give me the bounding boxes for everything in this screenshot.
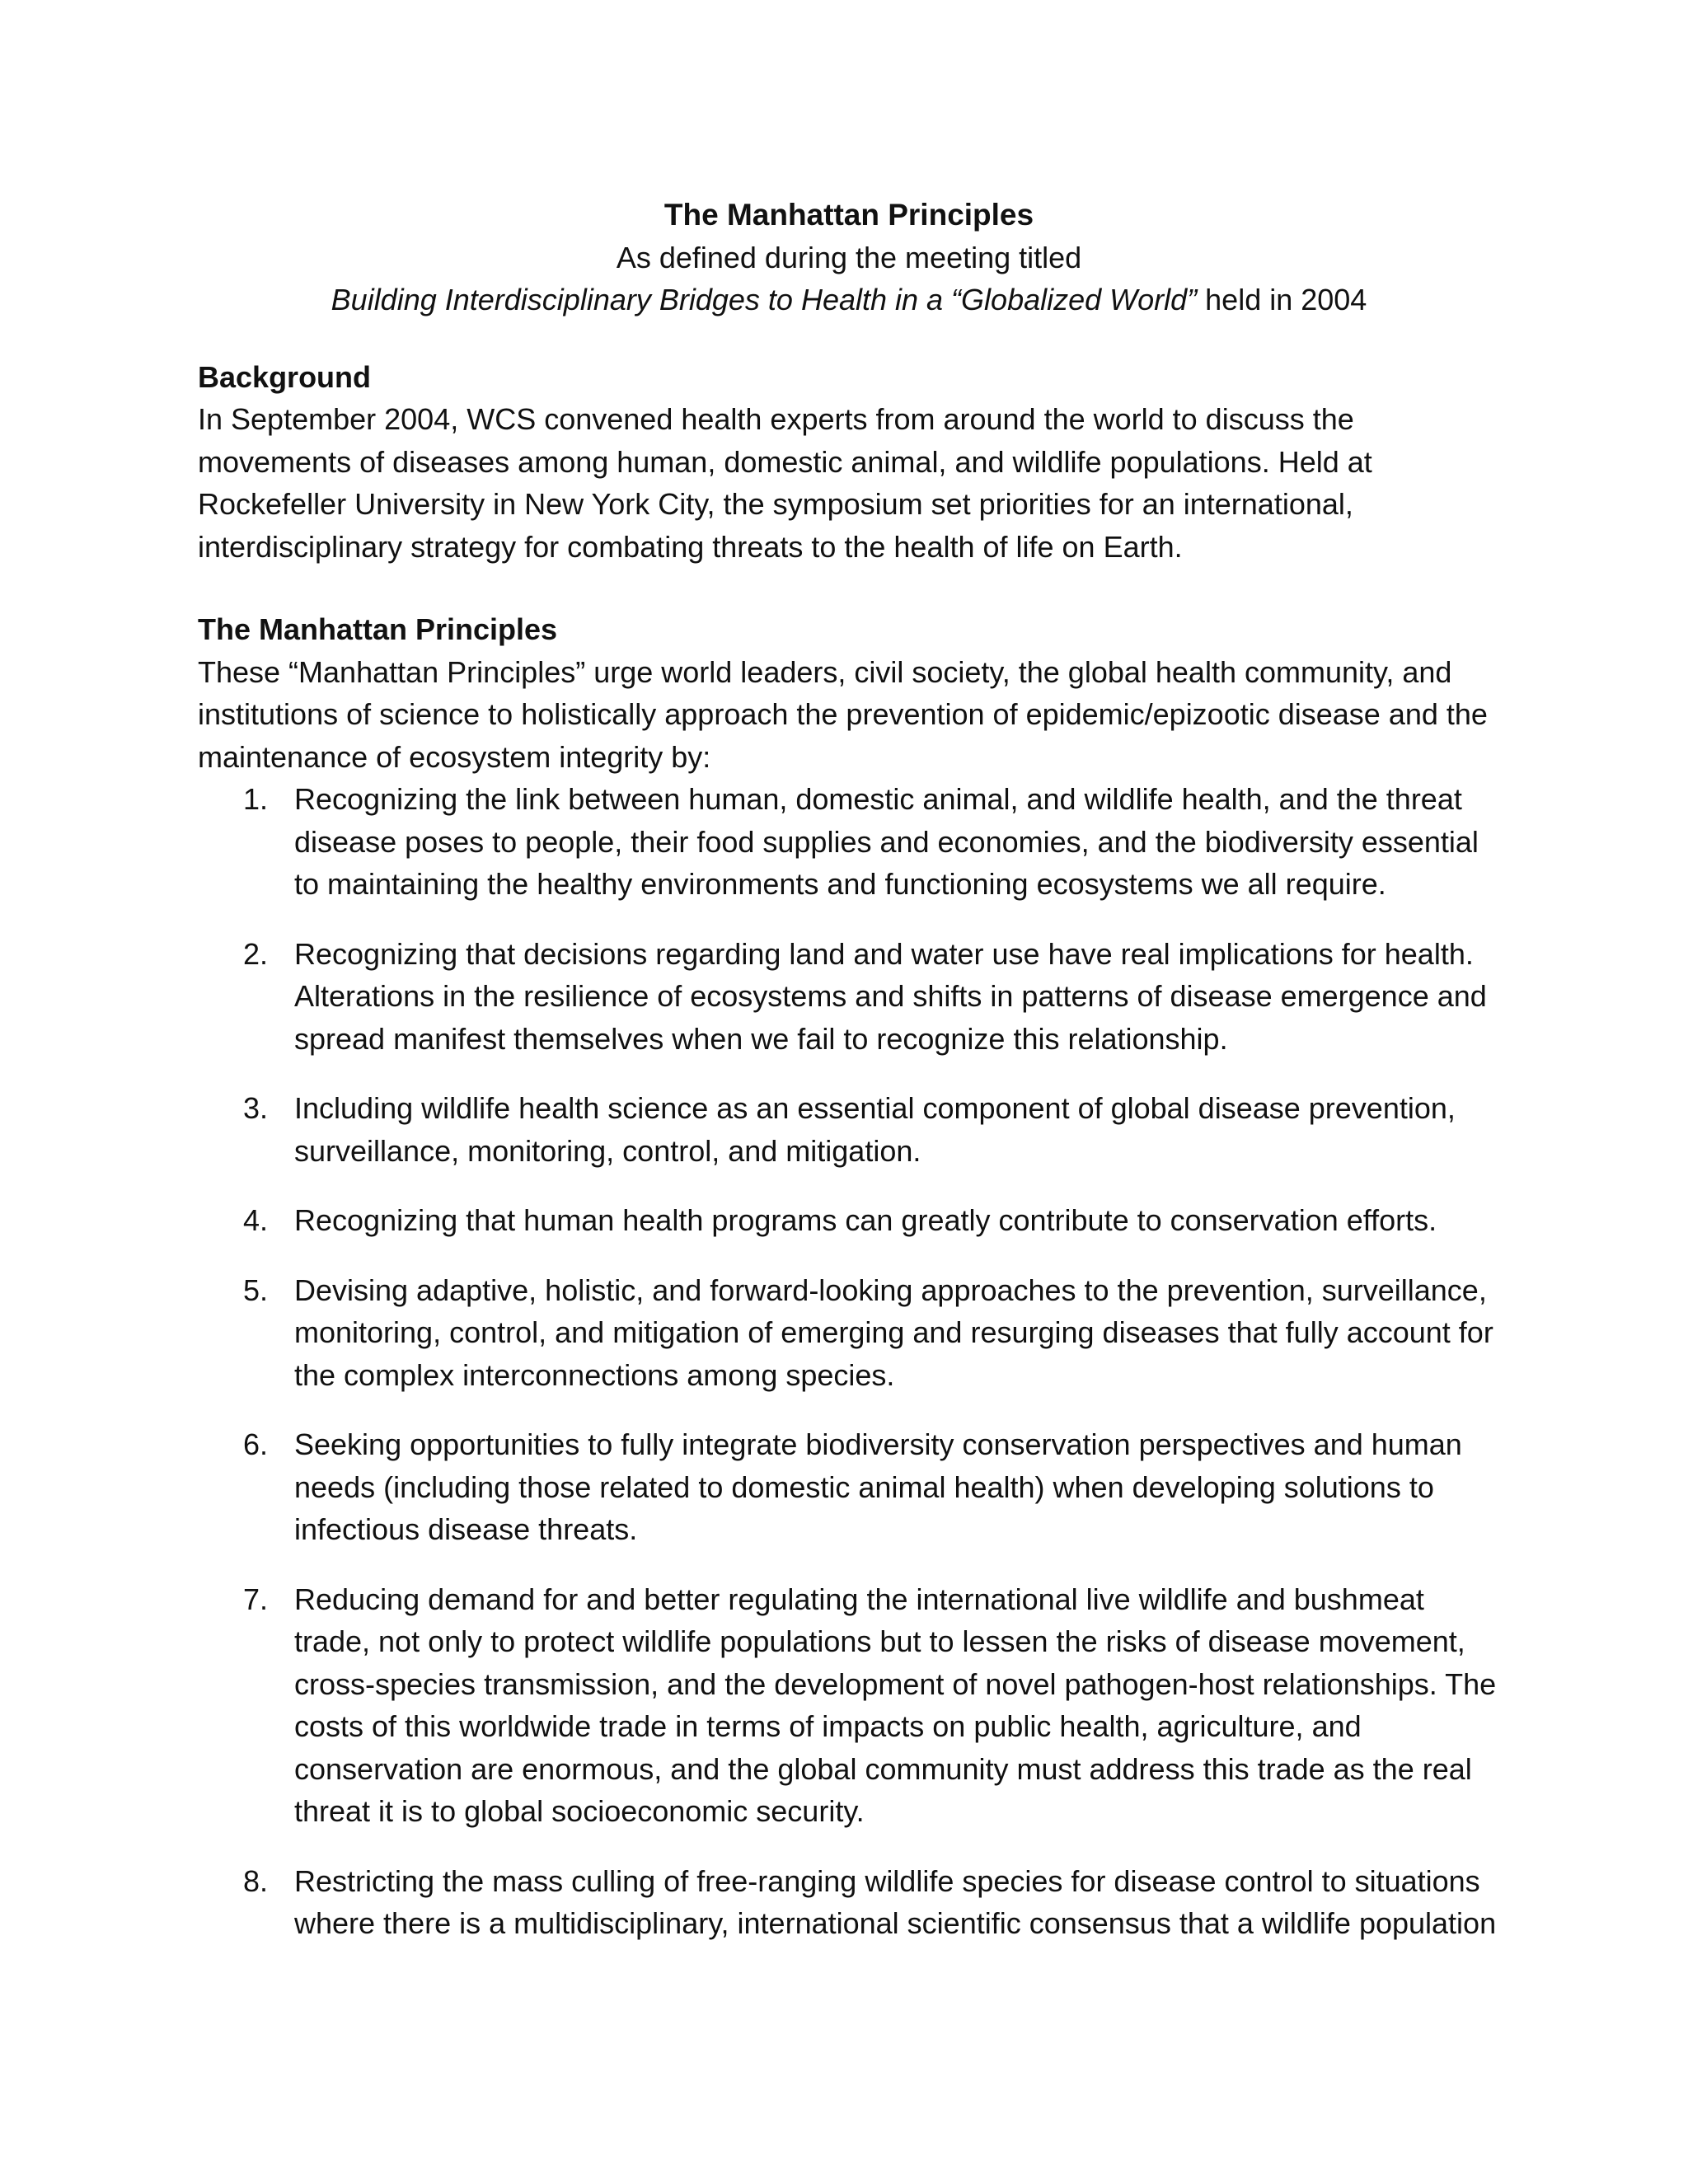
background-section (198, 356, 1500, 569)
meeting-year: held in 2004 (1197, 283, 1367, 316)
principles-intro: These “Manhattan Principles” urge world leaders, civil society, the global health community, and institutions of science to holistically approach the prevention of epidemic/epizootic disease and the maintenance of ecosystem integrity by: (198, 654, 1488, 774)
list-item-number: 8. (243, 1863, 269, 1898)
list-item (198, 1087, 1500, 1172)
background-heading: Background (198, 359, 372, 394)
list-item-text: Seeking opportunities to fully integrate biodiversity conservation perspectives and human needs (including those related to domestic animal health) when developing solutions to infectious disease threats. (294, 1427, 1462, 1546)
list-item-number: 7. (243, 1582, 269, 1616)
list-item-number: 5. (243, 1272, 269, 1307)
list-item-number: 1. (243, 782, 269, 816)
list-item-text: Including wildlife health science as an essential component of global disease prevention, surveillance, monitoring, control, and mitigation. (294, 1091, 1456, 1168)
list-item (198, 778, 1500, 906)
background-text: In September 2004, WCS convened health experts from around the world to discuss the movements of diseases among human, domestic animal, and wildlife populations. Held at Rockefeller University in New York City, the symposium set priorities for an international, interdisciplinary strategy for combating threats to the health of life on Earth. (198, 402, 1372, 564)
principles-list (198, 778, 1500, 1945)
title-block (198, 194, 1500, 321)
list-item (198, 1269, 1500, 1397)
principles-heading: The Manhattan Principles (198, 612, 558, 646)
list-item-text: Restricting the mass culling of free-ranging wildlife species for disease control to situations where there is a multidisciplinary, international scientific consensus that a wildlife population (294, 1863, 1497, 1940)
list-item-number: 6. (243, 1427, 269, 1461)
list-item-number: 4. (243, 1203, 269, 1237)
meeting-title: Building Interdisciplinary Bridges to Health in a “Globalized World” (331, 283, 1198, 316)
list-item-number: 3. (243, 1091, 269, 1125)
list-item-number: 2. (243, 936, 269, 971)
list-item (198, 933, 1500, 1061)
document-page (198, 194, 1500, 1985)
list-item-text: Devising adaptive, holistic, and forward-looking approaches to the prevention, surveillance, monitoring, control, and mitigation of emerging and resurging diseases that fully account for the complex interconnections among species. (294, 1272, 1493, 1392)
list-item-text: Recognizing that human health programs can greatly contribute to conservation efforts. (294, 1203, 1437, 1237)
meeting-title-line (198, 279, 1500, 321)
principles-section (198, 608, 1500, 1945)
list-item (198, 1199, 1500, 1242)
list-item (198, 1578, 1500, 1833)
list-item-text: Recognizing that decisions regarding land and water use have real implications for health. Alterations in the resilience of ecosystems and shifts in patterns of disease emergence and spread manifest themselves when we fail to recognize this relationship. (294, 936, 1487, 1056)
list-item-text: Recognizing the link between human, domestic animal, and wildlife health, and the threat disease poses to people, their food supplies and economies, and the biodiversity essential to maintaining the healthy environments and functioning ecosystems we all require. (294, 782, 1479, 901)
document-title: The Manhattan Principles (663, 198, 1034, 232)
list-item-text: Reducing demand for and better regulating the international live wildlife and bushmeat trade, not only to protect wildlife populations but to lessen the risks of disease movement, cross-species transmission, and the development of novel pathogen-host relationships. The costs of this worldwide trade in terms of impacts on public health, agriculture, and conservation are enormous, and the global community must address this trade as the real threat it is to global socioeconomic security. (294, 1582, 1497, 1828)
document-subtitle: As defined during the meeting titled (616, 240, 1082, 274)
list-item (198, 1860, 1500, 1945)
list-item (198, 1423, 1500, 1551)
